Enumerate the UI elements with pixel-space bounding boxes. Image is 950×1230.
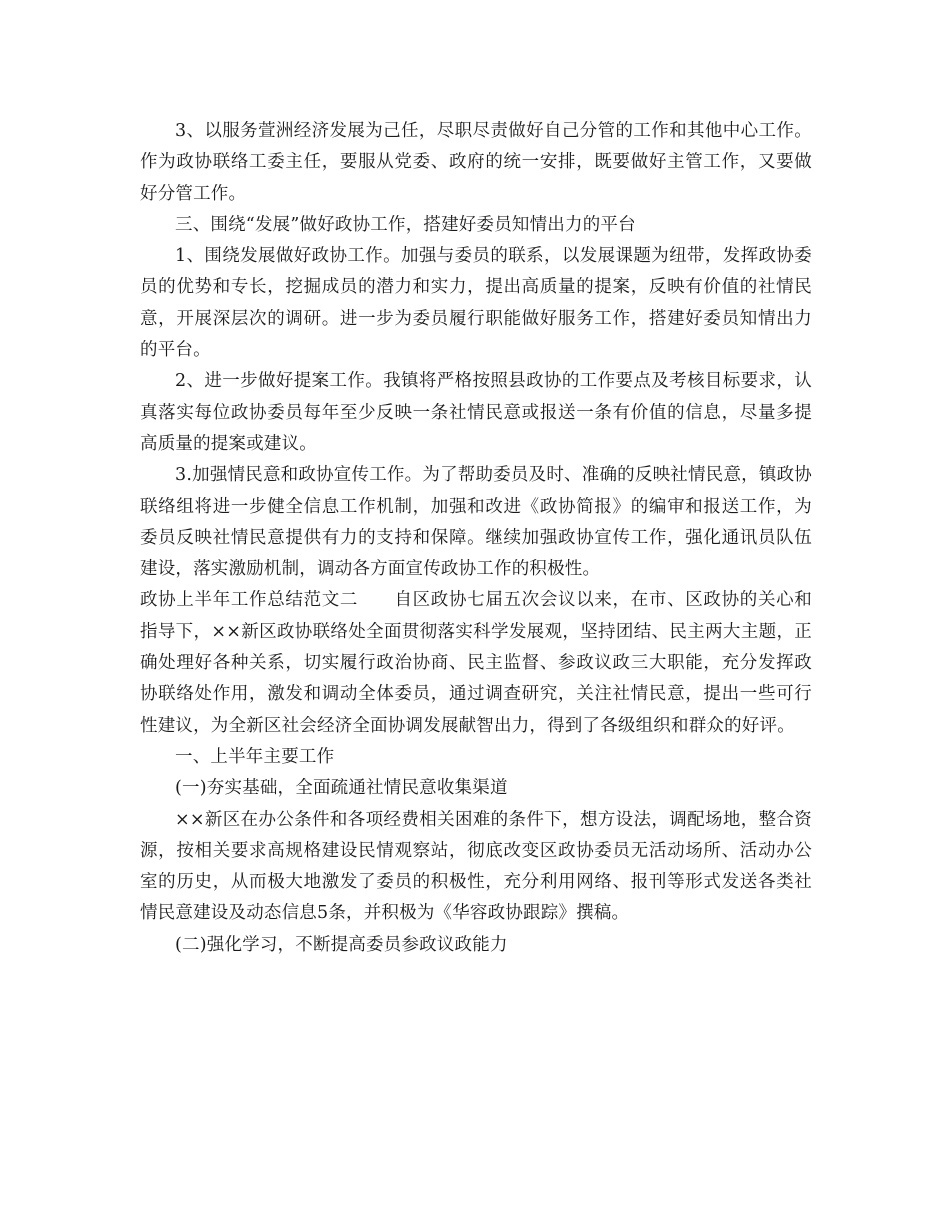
- document-page: [140, 116, 812, 961]
- subsection-heading-study: (二)强化学习，不断提高委员参政议政能力: [175, 934, 508, 955]
- section-heading-development: 三、围绕“发展”做好政协工作，搭建好委员知情出力的平台: [175, 214, 636, 235]
- paragraph-publicity-work: 3.加强情民意和政协宣传工作。为了帮助委员及时、准确的反映社情民意，镇政协联络组将进一步健全信息工作机制，加强和改进《政协简报》的编审和报送工作，为委员反映社情民意提供有力的支持和保障。继续加强政协宣传工作，强化通讯员队伍建设，落实激励机制，调动各方面宣传政协工作的积极性。: [140, 465, 812, 580]
- section-heading-main-work: 一、上半年主要工作: [175, 746, 335, 767]
- paragraph-summary-intro: 政协上半年工作总结范文二 自区政协七届五次会议以来，在市、区政协的关心和指导下，××新区政协联络处全面贯彻落实科学发展观，坚持团结、民主两大主题，正确处理好各种关系，切实履行政治协商、民主监督、参政议政三大职能，充分发挥政协联络处作用，激发和调动全体委员，通过调查研究，关注社情民意，提出一些可行性建议，为全新区社会经济全面协调发展献智出力，得到了各级组织和群众的好评。: [140, 590, 812, 736]
- paragraph-foundation-detail: ××新区在办公条件和各项经费相关困难的条件下，想方设法，调配场地，整合资源，按相关要求高规格建设民情观察站，彻底改变区政协委员无活动场所、活动办公室的历史，从而极大地激发了委员的积极性，充分利用网络、报刊等形式发送各类社情民意建设及动态信息5条，并积极为《华容政协跟踪》撰稿。: [140, 809, 812, 924]
- paragraph-proposal-work: 2、进一步做好提案工作。我镇将严格按照县政协的工作要点及考核目标要求，认真落实每位政协委员每年至少反映一条社情民意或报送一条有价值的信息，尽量多提高质量的提案或建议。: [140, 371, 812, 454]
- subsection-heading-foundation: (一)夯实基础，全面疏通社情民意收集渠道: [175, 778, 508, 799]
- paragraph-cppcc-work: 1、围绕发展做好政协工作。加强与委员的联系，以发展课题为纽带，发挥政协委员的优势和专长，挖掘成员的潜力和实力，提出高质量的提案，反映有价值的社情民意，开展深层次的调研。进一步为委员履行职能做好服务工作，搭建好委员知情出力的平台。: [140, 246, 812, 361]
- paragraph-service-duty: 3、以服务萱洲经济发展为己任，尽职尽责做好自己分管的工作和其他中心工作。作为政协联络工委主任，要服从党委、政府的统一安排，既要做好主管工作，又要做好分管工作。: [140, 121, 812, 204]
